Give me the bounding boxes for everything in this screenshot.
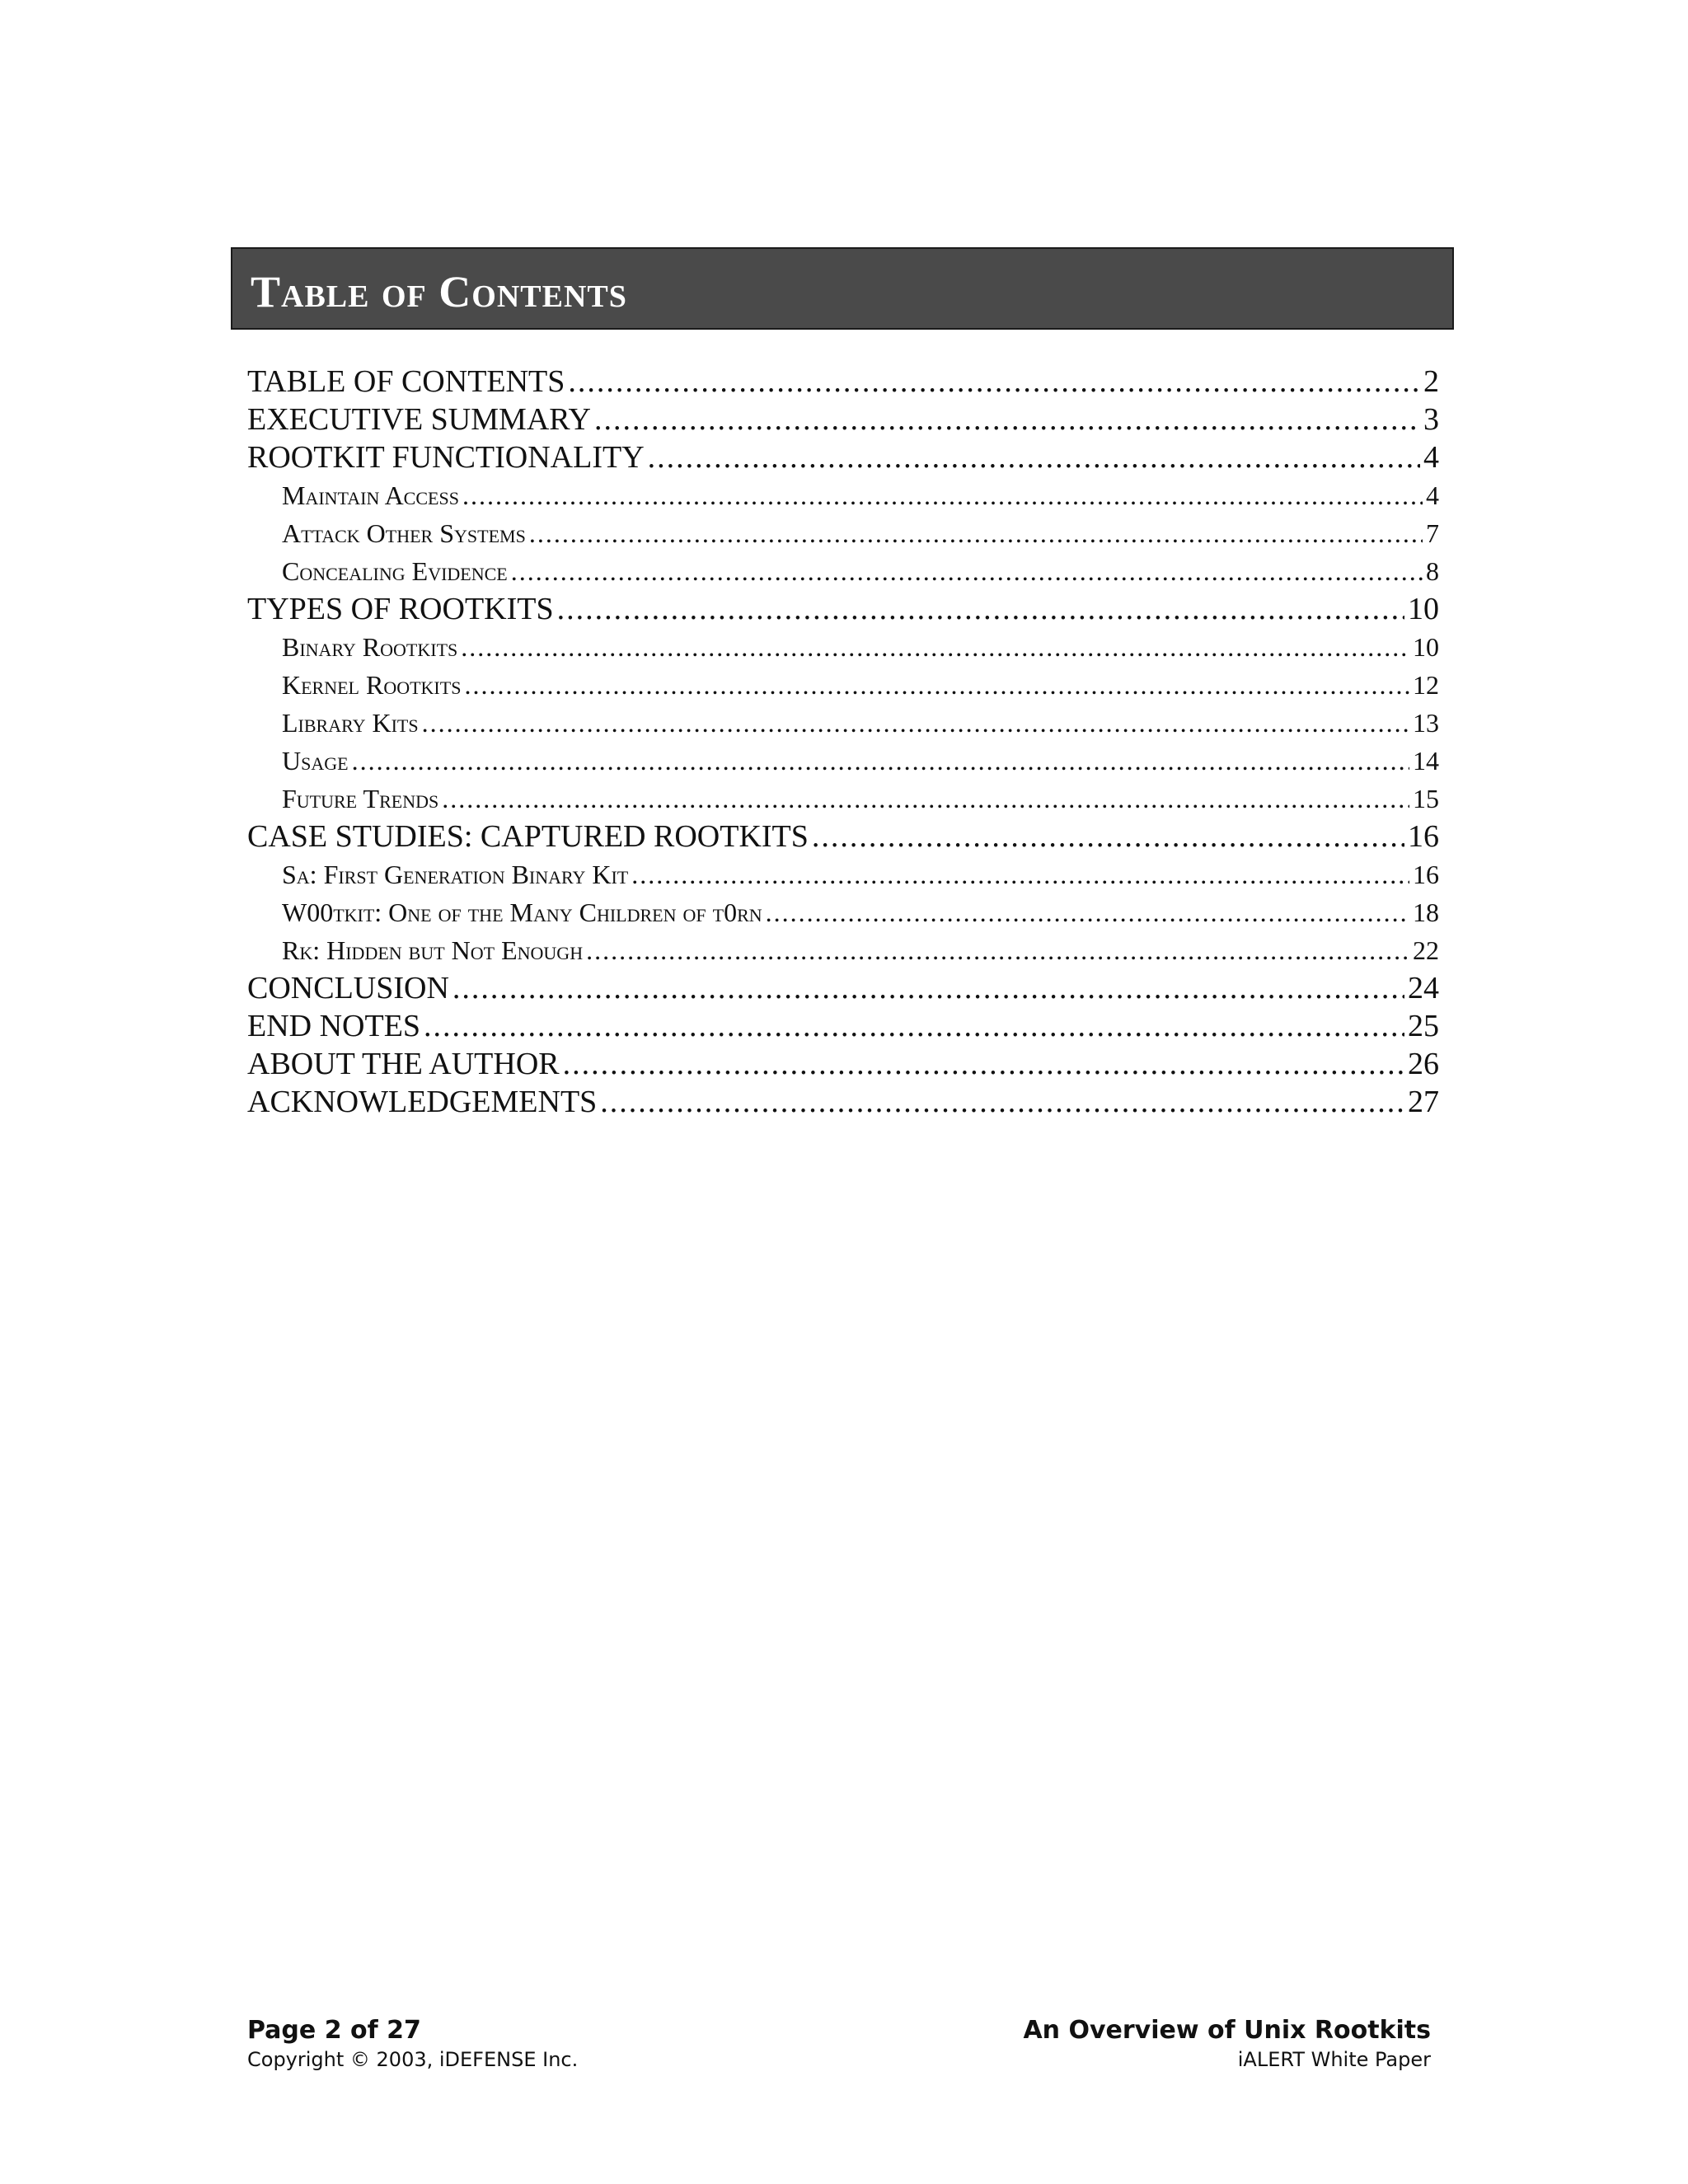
toc-entry-page-number: 14	[1413, 746, 1439, 776]
toc-entry-page-number: 10	[1413, 632, 1439, 662]
toc-dot-leader	[442, 780, 1409, 818]
toc-entry-label: Kernel Rootkits	[282, 670, 462, 700]
toc-dot-leader	[812, 818, 1404, 855]
toc-dot-leader	[766, 893, 1409, 931]
toc-dot-leader	[511, 552, 1423, 590]
toc-dot-leader	[586, 931, 1409, 969]
toc-heading-title: Table of Contents	[251, 267, 627, 316]
toc-entry[interactable]	[247, 628, 1439, 666]
toc-entry-label: CONCLUSION	[247, 971, 449, 1005]
toc-entry-page-number: 8	[1426, 556, 1439, 586]
toc-entry[interactable]	[247, 1083, 1439, 1121]
toc-entry-page-number: 10	[1408, 592, 1439, 626]
toc-entry-label: TYPES OF ROOTKITS	[247, 592, 554, 626]
toc-entry[interactable]	[247, 742, 1439, 780]
toc-entry[interactable]	[247, 476, 1439, 514]
footer-doc-type: iALERT White Paper	[1237, 2048, 1431, 2071]
toc-entry-label: Concealing Evidence	[282, 556, 508, 586]
toc-entry-label: Library Kits	[282, 708, 419, 738]
toc-dot-leader	[424, 1007, 1404, 1045]
toc-entry-page-number: 4	[1426, 480, 1439, 510]
toc-dot-leader	[352, 742, 1409, 780]
toc-entry-page-number: 16	[1413, 860, 1439, 889]
toc-entry[interactable]	[247, 666, 1439, 704]
toc-entry-label: Maintain Access	[282, 480, 459, 510]
toc-dot-leader	[568, 363, 1420, 401]
toc-dot-leader	[452, 969, 1404, 1007]
toc-entry[interactable]	[247, 401, 1439, 438]
toc-entry-page-number: 3	[1423, 402, 1439, 437]
toc-entry-label: W00tkit: One of the Many Children of t0rn	[282, 898, 762, 927]
toc-entry-label: EXECUTIVE SUMMARY	[247, 402, 591, 437]
toc-entry-page-number: 2	[1423, 364, 1439, 399]
toc-entry-label: Sa: First Generation Binary Kit	[282, 860, 629, 889]
toc-dot-leader	[631, 855, 1409, 893]
toc-entry[interactable]	[247, 438, 1439, 476]
toc-dot-leader	[600, 1083, 1404, 1121]
toc-entry[interactable]	[247, 590, 1439, 628]
toc-entry[interactable]	[247, 931, 1439, 969]
toc-entry-page-number: 12	[1413, 670, 1439, 700]
toc-entry-label: ROOTKIT FUNCTIONALITY	[247, 440, 645, 475]
toc-dot-leader	[594, 401, 1420, 438]
toc-entry-label: Rk: Hidden but Not Enough	[282, 935, 584, 965]
footer-doc-title: An Overview of Unix Rootkits	[1023, 2016, 1431, 2045]
toc-dot-leader	[529, 514, 1423, 552]
toc-dot-leader	[563, 1045, 1404, 1083]
toc-entry-page-number: 16	[1408, 819, 1439, 854]
toc-entry-page-number: 27	[1408, 1085, 1439, 1119]
toc-dot-leader	[464, 666, 1409, 704]
footer-right	[1023, 2014, 1431, 2072]
toc-entry-label: END NOTES	[247, 1009, 421, 1043]
footer-page-number: Page 2 of 27	[247, 2016, 421, 2045]
toc-entry-page-number: 25	[1408, 1009, 1439, 1043]
toc-list	[247, 363, 1439, 1121]
toc-entry[interactable]	[247, 780, 1439, 818]
toc-entry[interactable]	[247, 514, 1439, 552]
toc-dot-leader	[461, 628, 1409, 666]
toc-dot-leader	[462, 476, 1423, 514]
toc-entry-page-number: 13	[1413, 708, 1439, 738]
toc-heading-banner	[231, 247, 1454, 330]
toc-entry-label: Binary Rootkits	[282, 632, 458, 662]
toc-entry-page-number: 7	[1426, 518, 1439, 548]
toc-entry-label: Future Trends	[282, 784, 439, 813]
toc-entry[interactable]	[247, 552, 1439, 590]
toc-entry-label: Attack Other Systems	[282, 518, 526, 548]
toc-entry[interactable]	[247, 363, 1439, 401]
toc-entry[interactable]	[247, 893, 1439, 931]
toc-entry-label: TABLE OF CONTENTS	[247, 364, 565, 399]
toc-dot-leader	[422, 704, 1409, 742]
toc-entry[interactable]	[247, 1007, 1439, 1045]
toc-entry[interactable]	[247, 704, 1439, 742]
toc-entry[interactable]	[247, 855, 1439, 893]
footer-left	[247, 2014, 578, 2072]
toc-entry-page-number: 26	[1408, 1047, 1439, 1081]
toc-entry-page-number: 22	[1413, 935, 1439, 965]
toc-entry-label: ACKNOWLEDGEMENTS	[247, 1085, 598, 1119]
toc-entry-label: Usage	[282, 746, 349, 776]
toc-entry[interactable]	[247, 1045, 1439, 1083]
toc-entry-page-number: 18	[1413, 898, 1439, 927]
footer-copyright: Copyright © 2003, iDEFENSE Inc.	[247, 2048, 579, 2071]
toc-entry[interactable]	[247, 969, 1439, 1007]
toc-entry[interactable]	[247, 818, 1439, 855]
toc-entry-page-number: 4	[1423, 440, 1439, 475]
toc-entry-label: CASE STUDIES: CAPTURED ROOTKITS	[247, 819, 809, 854]
toc-dot-leader	[557, 590, 1404, 628]
toc-entry-page-number: 24	[1408, 971, 1439, 1005]
toc-dot-leader	[648, 438, 1420, 476]
toc-entry-page-number: 15	[1413, 784, 1439, 813]
toc-entry-label: ABOUT THE AUTHOR	[247, 1047, 560, 1081]
